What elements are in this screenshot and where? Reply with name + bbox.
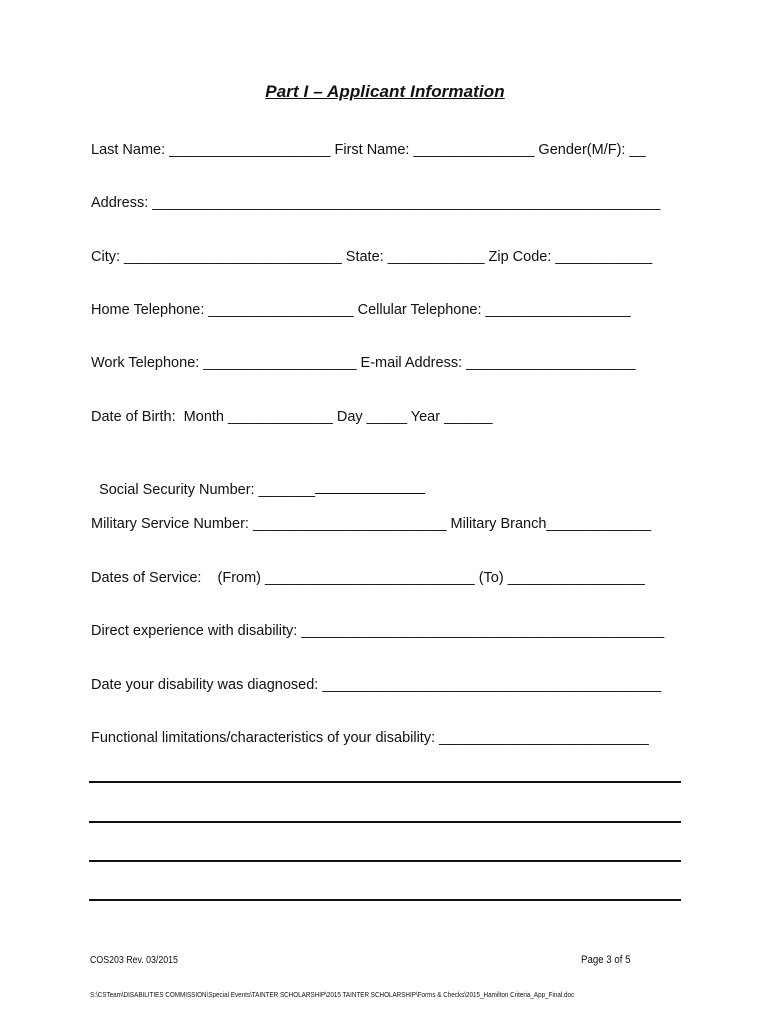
file-path: S:\CSTeam\DISABILITIES COMMISSION\Special Events\TAINTER SCHOLARSHIP\2015 TAINTER SCHOLARSHIP\Forms & Checks\2015_Hamilton Criteria_App_Final.doc	[90, 990, 575, 999]
diagnosed-field-row[interactable]: Date your disability was diagnosed: __________________________________________	[91, 677, 662, 693]
form-revision: COS203 Rev. 03/2015	[90, 955, 178, 966]
experience-field-row[interactable]: Direct experience with disability: _____________________________________________	[91, 623, 665, 639]
answer-line[interactable]	[89, 899, 681, 901]
ssn-underline	[315, 479, 425, 494]
answer-line[interactable]	[89, 821, 681, 823]
page-number: Page 3 of 5	[581, 954, 631, 966]
service-dates-field-row[interactable]: Dates of Service: (From) __________________________ (To) _________________	[91, 570, 645, 586]
limitations-field-row[interactable]: Functional limitations/characteristics of your disability: __________________________	[91, 730, 649, 746]
page-title: Part I – Applicant Information	[265, 82, 505, 101]
telephone-field-row[interactable]: Home Telephone: __________________ Cellular Telephone: __________________	[91, 302, 631, 318]
answer-line[interactable]	[89, 860, 681, 862]
ssn-label: Social Security Number: _______	[99, 482, 316, 498]
military-field-row[interactable]: Military Service Number: ________________________ Military Branch_____________	[91, 516, 652, 532]
date-of-birth-field-row[interactable]: Date of Birth: Month _____________ Day _____ Year ______	[91, 409, 493, 425]
city-state-zip-field-row[interactable]: City: ___________________________ State: ____________ Zip Code: ____________	[91, 249, 653, 265]
work-email-field-row[interactable]: Work Telephone: ___________________ E-mail Address: _____________________	[91, 355, 636, 371]
ssn-field-row[interactable]	[91, 461, 691, 499]
name-gender-field-row[interactable]: Last Name: ____________________ First Name: _______________ Gender(M/F): __	[91, 142, 646, 158]
answer-line[interactable]	[89, 781, 681, 783]
address-field-row[interactable]: Address: _______________________________________________________________	[91, 195, 661, 211]
